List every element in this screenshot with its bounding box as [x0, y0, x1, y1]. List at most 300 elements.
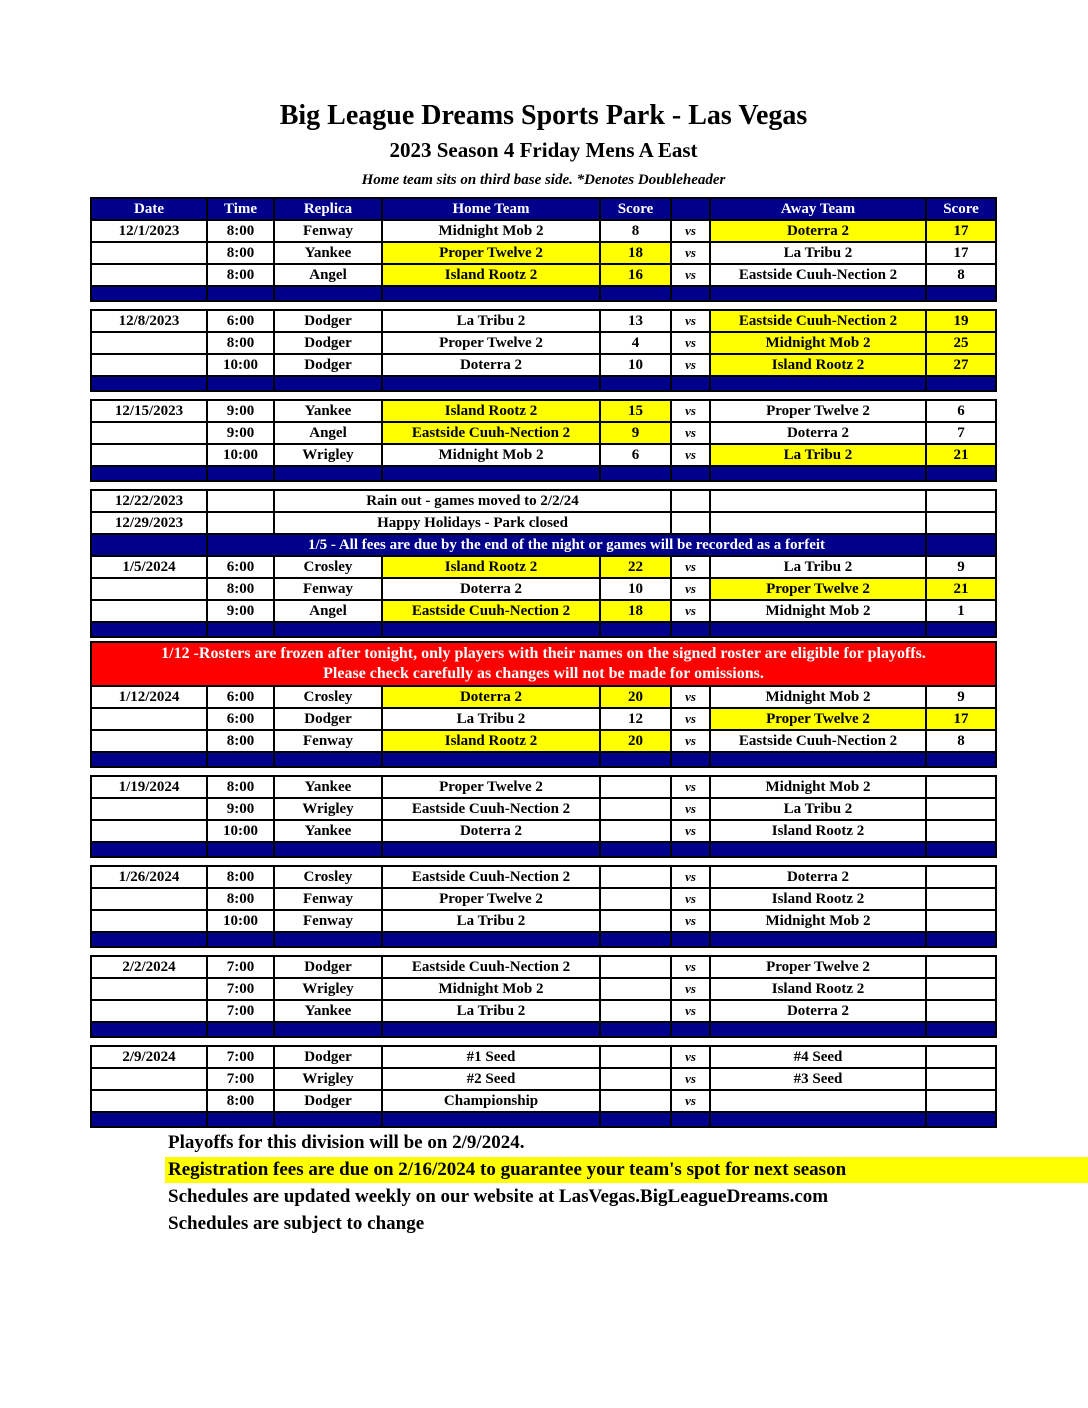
home-team-cell: #1 Seed	[381, 1047, 599, 1067]
date-cell: 2/9/2024	[122, 1048, 176, 1065]
home-score-cell	[599, 1047, 670, 1067]
away-team-cell: Eastside Cuuh-Nection 2	[709, 311, 925, 331]
replica-cell: Crosley	[273, 687, 381, 707]
home-score-cell	[599, 777, 670, 797]
home-score-cell: 16	[599, 265, 670, 285]
time-cell: 10:00	[206, 445, 273, 465]
replica-cell: Dodger	[273, 333, 381, 353]
column-header-home-score: Score	[599, 199, 670, 219]
vs-cell: vs	[670, 1069, 709, 1089]
separator-band	[90, 843, 997, 858]
game-row	[90, 265, 997, 287]
date-cell: 12/22/2023	[114, 492, 184, 509]
away-team-cell: Proper Twelve 2	[709, 401, 925, 421]
replica-cell: Wrigley	[273, 979, 381, 999]
time-cell: 6:00	[206, 557, 273, 577]
game-row	[90, 889, 997, 911]
away-team-cell: Proper Twelve 2	[709, 709, 925, 729]
time-cell: 8:00	[206, 265, 273, 285]
away-score-cell: 8	[925, 265, 995, 285]
home-score-cell	[599, 1001, 670, 1021]
document-header	[90, 0, 997, 189]
table-body	[90, 221, 997, 1128]
separator-cell	[709, 1023, 925, 1036]
home-score-cell	[599, 799, 670, 819]
separator-cell	[599, 623, 670, 636]
separator-cell	[381, 843, 599, 856]
schedule-document	[90, 0, 997, 1237]
replica-cell: Yankee	[273, 1001, 381, 1021]
separator-cell	[670, 287, 709, 300]
separator-cell	[273, 843, 381, 856]
away-score-cell	[925, 1069, 995, 1089]
replica-cell: Yankee	[273, 821, 381, 841]
message-cell: Rain out - games moved to 2/2/24	[273, 491, 670, 511]
game-row	[90, 687, 997, 709]
date-cell	[92, 979, 206, 999]
game-row	[90, 799, 997, 821]
game-row	[90, 309, 997, 333]
separator-cell	[599, 753, 670, 766]
page-title: Big League Dreams Sports Park - Las Vegas	[279, 100, 808, 131]
separator-cell	[92, 1113, 206, 1126]
replica-cell: Angel	[273, 423, 381, 443]
separator-cell	[670, 377, 709, 390]
game-row	[90, 775, 997, 799]
date-cell: 1/26/2024	[118, 868, 180, 885]
game-row	[90, 1091, 997, 1113]
message-row	[90, 489, 997, 513]
vs-cell: vs	[670, 401, 709, 421]
separator-cell	[925, 1023, 995, 1036]
game-row	[90, 579, 997, 601]
home-score-cell: 20	[599, 731, 670, 751]
separator-cell	[670, 623, 709, 636]
away-team-cell: Midnight Mob 2	[709, 911, 925, 931]
away-score-cell: 21	[925, 579, 995, 599]
separator-cell	[273, 287, 381, 300]
home-team-cell: Eastside Cuuh-Nection 2	[381, 799, 599, 819]
vs-cell: vs	[670, 355, 709, 375]
away-team-cell	[709, 491, 925, 511]
away-score-cell	[925, 957, 995, 977]
vs-cell: vs	[670, 867, 709, 887]
separator-cell	[92, 287, 206, 300]
date-cell: 1/12/2024	[118, 688, 180, 705]
date-cell	[92, 355, 206, 375]
column-header-home-team: Home Team	[381, 199, 599, 219]
home-score-cell: 22	[599, 557, 670, 577]
home-team-cell: La Tribu 2	[381, 709, 599, 729]
away-score-cell: 9	[925, 687, 995, 707]
replica-cell: Wrigley	[273, 799, 381, 819]
date-cell	[92, 579, 206, 599]
away-team-cell: Island Rootz 2	[709, 979, 925, 999]
time-cell: 8:00	[206, 731, 273, 751]
separator-cell	[925, 467, 995, 480]
notice-line: Please check carefully as changes will not be made for omissions.	[323, 665, 764, 682]
spacer	[90, 392, 997, 399]
vs-cell: vs	[670, 1001, 709, 1021]
game-row	[90, 445, 997, 467]
home-score-cell: 6	[599, 445, 670, 465]
separator-cell	[206, 377, 273, 390]
away-team-cell: Doterra 2	[709, 867, 925, 887]
home-team-cell: Island Rootz 2	[381, 557, 599, 577]
separator-band	[90, 933, 997, 948]
away-score-cell: 6	[925, 401, 995, 421]
home-score-cell: 4	[599, 333, 670, 353]
separator-cell	[709, 843, 925, 856]
fee-notice-row	[90, 535, 997, 557]
home-team-cell: Proper Twelve 2	[381, 333, 599, 353]
home-score-cell	[599, 911, 670, 931]
date-cell	[92, 243, 206, 263]
replica-cell: Dodger	[273, 1047, 381, 1067]
vs-cell: vs	[670, 821, 709, 841]
separator-cell	[599, 377, 670, 390]
replica-cell: Dodger	[273, 957, 381, 977]
home-team-cell: Island Rootz 2	[381, 731, 599, 751]
vs-cell	[670, 491, 709, 511]
away-team-cell: Proper Twelve 2	[709, 957, 925, 977]
separator-cell	[599, 933, 670, 946]
time-cell: 8:00	[206, 243, 273, 263]
vs-cell: vs	[670, 777, 709, 797]
spacer	[90, 1038, 997, 1045]
separator-cell	[925, 1113, 995, 1126]
game-row	[90, 399, 997, 423]
game-row	[90, 1069, 997, 1091]
home-team-cell: Eastside Cuuh-Nection 2	[381, 423, 599, 443]
schedule-table	[90, 197, 997, 1128]
replica-cell: Fenway	[273, 731, 381, 751]
home-team-cell: La Tribu 2	[381, 311, 599, 331]
away-score-cell: 27	[925, 355, 995, 375]
separator-cell	[273, 1113, 381, 1126]
away-score-cell	[925, 799, 995, 819]
separator-cell	[206, 623, 273, 636]
separator-cell	[925, 287, 995, 300]
separator-cell	[925, 377, 995, 390]
away-score-cell: 8	[925, 731, 995, 751]
separator-cell	[925, 753, 995, 766]
away-score-cell: 25	[925, 333, 995, 353]
separator-cell	[92, 623, 206, 636]
home-team-cell: Proper Twelve 2	[381, 777, 599, 797]
away-team-cell: La Tribu 2	[709, 445, 925, 465]
separator-cell	[381, 377, 599, 390]
separator-cell	[381, 467, 599, 480]
registration-fee-note: Registration fees are due on 2/16/2024 to guarantee your team's spot for next season	[165, 1157, 1088, 1183]
date-cell	[92, 911, 206, 931]
separator-cell	[92, 1023, 206, 1036]
date-cell	[92, 1091, 206, 1111]
replica-cell: Crosley	[273, 867, 381, 887]
column-header-date: Date	[92, 199, 206, 219]
separator-cell	[206, 1113, 273, 1126]
separator-band	[90, 287, 997, 302]
vs-cell: vs	[670, 1047, 709, 1067]
notice-line: 1/12 -Rosters are frozen after tonight, only players with their names on the signed roster are eligible for playoffs.	[161, 645, 926, 662]
time-cell: 7:00	[206, 979, 273, 999]
separator-cell	[273, 1023, 381, 1036]
vs-cell	[670, 513, 709, 533]
home-score-cell: 15	[599, 401, 670, 421]
replica-cell: Fenway	[273, 579, 381, 599]
separator-cell	[709, 1113, 925, 1126]
date-cell: 12/29/2023	[114, 514, 184, 531]
separator-cell	[599, 287, 670, 300]
away-team-cell: Midnight Mob 2	[709, 687, 925, 707]
time-cell: 6:00	[206, 311, 273, 331]
replica-cell: Dodger	[273, 355, 381, 375]
home-score-cell	[599, 867, 670, 887]
separator-cell	[381, 933, 599, 946]
away-score-cell: 9	[925, 557, 995, 577]
time-cell: 9:00	[206, 799, 273, 819]
separator-cell	[381, 1023, 599, 1036]
away-team-cell: Island Rootz 2	[709, 889, 925, 909]
date-cell	[92, 731, 206, 751]
home-team-cell: #2 Seed	[381, 1069, 599, 1089]
column-header-replica: Replica	[273, 199, 381, 219]
roster-freeze-notice	[90, 641, 997, 687]
home-score-cell	[599, 1069, 670, 1089]
footer-note: Schedules are subject to change	[168, 1213, 425, 1234]
home-score-cell	[599, 1091, 670, 1111]
time-cell	[206, 513, 273, 533]
separator-cell	[670, 843, 709, 856]
separator-cell	[273, 467, 381, 480]
away-team-cell: Island Rootz 2	[709, 821, 925, 841]
away-team-cell	[709, 513, 925, 533]
away-team-cell: Doterra 2	[709, 423, 925, 443]
home-team-cell: Doterra 2	[381, 355, 599, 375]
away-score-cell: 1	[925, 601, 995, 621]
replica-cell: Fenway	[273, 221, 381, 241]
away-score-cell	[925, 821, 995, 841]
time-cell: 8:00	[206, 867, 273, 887]
separator-cell	[206, 287, 273, 300]
separator-cell	[599, 467, 670, 480]
home-team-cell: La Tribu 2	[381, 911, 599, 931]
replica-cell: Dodger	[273, 311, 381, 331]
home-team-cell: Eastside Cuuh-Nection 2	[381, 957, 599, 977]
replica-cell: Fenway	[273, 911, 381, 931]
away-score-cell: 7	[925, 423, 995, 443]
vs-cell: vs	[670, 423, 709, 443]
away-team-cell: Eastside Cuuh-Nection 2	[709, 731, 925, 751]
vs-cell: vs	[670, 243, 709, 263]
vs-cell: vs	[670, 311, 709, 331]
away-team-cell: #3 Seed	[709, 1069, 925, 1089]
separator-cell	[92, 843, 206, 856]
separator-cell	[670, 1113, 709, 1126]
column-header-time: Time	[206, 199, 273, 219]
game-row	[90, 1001, 997, 1023]
date-cell	[92, 445, 206, 465]
game-row	[90, 221, 997, 243]
home-score-cell: 20	[599, 687, 670, 707]
away-score-cell	[925, 535, 995, 555]
game-row	[90, 979, 997, 1001]
home-team-cell: Proper Twelve 2	[381, 243, 599, 263]
vs-cell: vs	[670, 979, 709, 999]
time-cell: 10:00	[206, 911, 273, 931]
separator-cell	[206, 933, 273, 946]
vs-cell: vs	[670, 601, 709, 621]
column-header-vs	[670, 199, 709, 219]
away-score-cell	[925, 513, 995, 533]
separator-cell	[709, 753, 925, 766]
replica-cell: Fenway	[273, 889, 381, 909]
separator-cell	[273, 623, 381, 636]
time-cell: 8:00	[206, 221, 273, 241]
fee-notice-cell: 1/5 - All fees are due by the end of the night or games will be recorded as a forfeit	[206, 535, 925, 555]
vs-cell: vs	[670, 557, 709, 577]
time-cell: 7:00	[206, 1069, 273, 1089]
table-header-row	[90, 197, 997, 221]
time-cell: 10:00	[206, 821, 273, 841]
separator-cell	[599, 1023, 670, 1036]
time-cell: 9:00	[206, 401, 273, 421]
home-team-cell: Doterra 2	[381, 687, 599, 707]
separator-band	[90, 467, 997, 482]
header-note: Home team sits on third base side. *Denotes Doubleheader	[361, 172, 726, 188]
column-header-away-score: Score	[925, 199, 995, 219]
separator-cell	[92, 933, 206, 946]
away-team-cell: La Tribu 2	[709, 243, 925, 263]
vs-cell: vs	[670, 731, 709, 751]
game-row	[90, 1045, 997, 1069]
away-team-cell: Doterra 2	[709, 1001, 925, 1021]
vs-cell: vs	[670, 445, 709, 465]
separator-cell	[92, 467, 206, 480]
separator-cell	[206, 467, 273, 480]
home-team-cell: Proper Twelve 2	[381, 889, 599, 909]
replica-cell: Dodger	[273, 1091, 381, 1111]
time-cell: 7:00	[206, 957, 273, 977]
home-score-cell: 10	[599, 579, 670, 599]
away-score-cell	[925, 491, 995, 511]
replica-cell: Angel	[273, 601, 381, 621]
date-cell	[92, 1069, 206, 1089]
spacer	[90, 948, 997, 955]
date-cell	[92, 821, 206, 841]
separator-cell	[670, 753, 709, 766]
time-cell	[206, 491, 273, 511]
time-cell: 8:00	[206, 777, 273, 797]
time-cell: 9:00	[206, 423, 273, 443]
separator-cell	[206, 843, 273, 856]
game-row	[90, 355, 997, 377]
replica-cell: Yankee	[273, 777, 381, 797]
date-cell	[92, 799, 206, 819]
away-score-cell	[925, 889, 995, 909]
date-cell	[92, 535, 206, 555]
vs-cell: vs	[670, 1091, 709, 1111]
footer-notes	[165, 1130, 1088, 1237]
home-score-cell: 12	[599, 709, 670, 729]
away-score-cell: 19	[925, 311, 995, 331]
vs-cell: vs	[670, 911, 709, 931]
vs-cell: vs	[670, 709, 709, 729]
page-subtitle: 2023 Season 4 Friday Mens A East	[389, 138, 698, 162]
separator-cell	[206, 1023, 273, 1036]
home-team-cell: Eastside Cuuh-Nection 2	[381, 601, 599, 621]
date-cell: 12/15/2023	[114, 402, 184, 419]
home-team-cell: Midnight Mob 2	[381, 979, 599, 999]
away-score-cell	[925, 979, 995, 999]
separator-cell	[709, 377, 925, 390]
separator-cell	[709, 287, 925, 300]
home-score-cell	[599, 957, 670, 977]
away-score-cell: 21	[925, 445, 995, 465]
vs-cell: vs	[670, 957, 709, 977]
away-team-cell: Midnight Mob 2	[709, 601, 925, 621]
date-cell: 1/19/2024	[118, 778, 180, 795]
vs-cell: vs	[670, 265, 709, 285]
home-score-cell: 13	[599, 311, 670, 331]
spacer	[90, 768, 997, 775]
away-team-cell: Midnight Mob 2	[709, 333, 925, 353]
home-team-cell: La Tribu 2	[381, 1001, 599, 1021]
replica-cell: Wrigley	[273, 1069, 381, 1089]
home-score-cell: 18	[599, 243, 670, 263]
home-score-cell	[599, 889, 670, 909]
date-cell	[92, 601, 206, 621]
time-cell: 9:00	[206, 601, 273, 621]
away-team-cell: Island Rootz 2	[709, 355, 925, 375]
game-row	[90, 333, 997, 355]
date-cell	[92, 709, 206, 729]
separator-cell	[925, 933, 995, 946]
spacer	[90, 858, 997, 865]
game-row	[90, 865, 997, 889]
date-cell	[92, 889, 206, 909]
time-cell: 8:00	[206, 333, 273, 353]
away-team-cell: Doterra 2	[709, 221, 925, 241]
replica-cell: Yankee	[273, 401, 381, 421]
home-score-cell: 9	[599, 423, 670, 443]
home-team-cell: Island Rootz 2	[381, 265, 599, 285]
away-score-cell	[925, 1001, 995, 1021]
separator-band	[90, 623, 997, 638]
home-score-cell	[599, 821, 670, 841]
separator-cell	[599, 1113, 670, 1126]
separator-cell	[381, 1113, 599, 1126]
spacer	[90, 302, 997, 309]
replica-cell: Angel	[273, 265, 381, 285]
game-row	[90, 955, 997, 979]
time-cell: 8:00	[206, 889, 273, 909]
home-team-cell: Midnight Mob 2	[381, 445, 599, 465]
away-team-cell: La Tribu 2	[709, 799, 925, 819]
date-cell: 1/5/2024	[122, 558, 176, 575]
separator-cell	[670, 933, 709, 946]
away-team-cell: Eastside Cuuh-Nection 2	[709, 265, 925, 285]
separator-cell	[925, 623, 995, 636]
away-team-cell: La Tribu 2	[709, 557, 925, 577]
away-score-cell	[925, 777, 995, 797]
separator-band	[90, 1023, 997, 1038]
date-cell: 12/8/2023	[118, 312, 180, 329]
vs-cell: vs	[670, 579, 709, 599]
away-team-cell: #4 Seed	[709, 1047, 925, 1067]
date-cell	[92, 423, 206, 443]
separator-band	[90, 1113, 997, 1128]
